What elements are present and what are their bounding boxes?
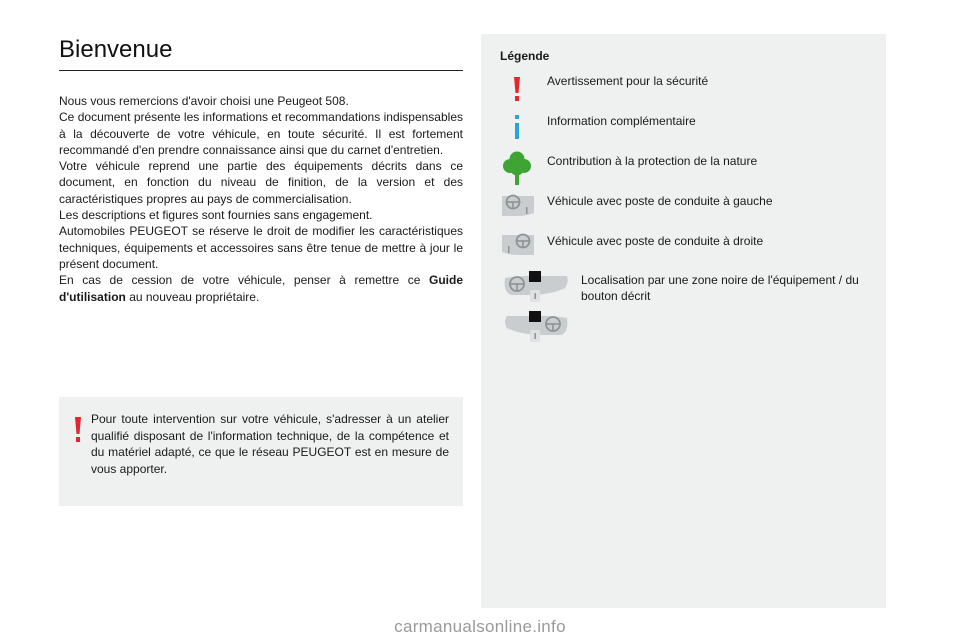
dashboard-black-zone-icon — [503, 270, 569, 304]
intro-text — [59, 93, 463, 305]
intro-paragraph: Ce document présente les informations et recommandations indispensables à la découverte de votre véhicule, en toute sécurité. Il est fortement recommandé d'en prendre connaissance ainsi que du carnet d'entretien. — [59, 110, 463, 157]
warning-text: Pour toute intervention sur votre véhicule, s'adresser à un atelier qualifié disposant de l'information technique, de la compétence et du matériel adapté, ce que le réseau PEUGEOT est en mesure de vous apporter. — [91, 412, 449, 476]
legend-label: Véhicule avec poste de conduite à gauche — [547, 194, 773, 208]
page-title: Bienvenue — [59, 36, 173, 63]
closing-text: En cas de cession de votre véhicule, penser à remettre ce — [59, 273, 429, 288]
intro-paragraph: Votre véhicule reprend une partie des équipements décrits dans ce document, en fonction du niveau de finition, de la version et des caractéristiques propres au pays de commercialisation. — [59, 159, 463, 206]
guide-name: Guide d'utilisation — [59, 273, 463, 304]
info-i-icon — [512, 115, 522, 139]
legend-label: Localisation par une zone noire de l'équipement / du bouton décrit — [581, 273, 859, 303]
footer-watermark: carmanualsonline.info — [394, 617, 566, 636]
legend-label: Information complémentaire — [547, 114, 696, 128]
legend-label: Contribution à la protection de la nature — [547, 154, 758, 168]
title-divider — [59, 70, 463, 71]
closing-paragraph — [59, 272, 463, 305]
tree-icon — [503, 151, 531, 185]
warning-exclamation-icon — [73, 417, 83, 443]
legend-panel — [481, 34, 886, 608]
intro-paragraph: Les descriptions et figures sont fournies sans engagement. — [59, 208, 373, 223]
intro-paragraph: Automobiles PEUGEOT se réserve le droit de modifier les caractéristiques techniques, équipements et accessoires sans être tenue de mettre à jour le présent document. — [59, 224, 463, 271]
intro-paragraph: Nous vous remercions d'avoir choisi une Peugeot 508. — [59, 94, 349, 108]
dashboard-black-zone-icon — [503, 310, 569, 344]
steering-wheel-left-icon — [502, 192, 534, 218]
steering-wheel-right-icon — [502, 231, 534, 257]
legend-label: Véhicule avec poste de conduite à droite — [547, 234, 764, 248]
warning-exclamation-icon — [512, 77, 522, 101]
legend-label: Avertissement pour la sécurité — [547, 74, 709, 88]
closing-text: au nouveau propriétaire. — [125, 289, 260, 304]
legend-title: Légende — [500, 49, 550, 63]
warning-box — [59, 397, 463, 506]
